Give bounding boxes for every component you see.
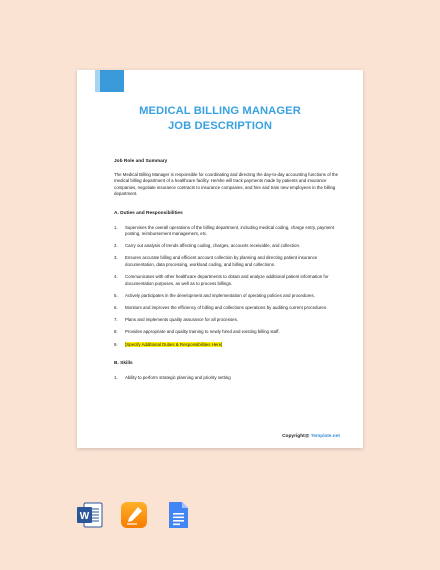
pages-icon[interactable] [119, 500, 149, 535]
item-number: 3. [114, 255, 118, 261]
list-item [114, 375, 342, 382]
list-item [114, 342, 342, 349]
list-item [114, 274, 342, 287]
role-heading: Job Role and Summary [114, 159, 168, 164]
list-item [114, 305, 342, 312]
item-number: 1. [114, 224, 118, 230]
duty-9 [114, 342, 342, 349]
document-page [77, 70, 363, 448]
item-text: Plans and implements quality assurance for all processes. [125, 316, 238, 322]
google-docs-icon[interactable] [163, 500, 193, 535]
item-number: 8. [114, 329, 118, 334]
item-number: 1. [114, 374, 118, 380]
copyright-brand: Template.net [310, 434, 340, 439]
corner-accent [100, 70, 124, 92]
item-number: 9. [114, 341, 118, 347]
item-number: 2. [114, 243, 118, 249]
item-text: Ensures accurate billing and efficient account collection by planning and directing patient insurance documentation, data processing, workload coding, and billing and collections. [125, 255, 318, 267]
list-item [114, 329, 342, 336]
section-b-heading: B. Skills [114, 361, 133, 367]
skills-list [114, 375, 342, 382]
duties-list [114, 225, 342, 336]
document-content [114, 159, 342, 381]
list-item [114, 317, 342, 324]
copyright [282, 434, 340, 439]
title-line-2: JOB DESCRIPTION [167, 120, 273, 132]
item-text: Actively participates in the development and implementation of operating policies and procedures. [125, 292, 315, 298]
item-text: Supervises the overall operations of the billing department, including medical coding, charge entry, payment posting, reimbursement management, etc. [125, 224, 335, 237]
copyright-prefix: Copyright@ [282, 434, 311, 439]
title-line-1: MEDICAL BILLING MANAGER [139, 105, 301, 117]
item-text: Monitors and improves the efficiency of billing and collections operations by auditing current procedures. [125, 304, 328, 310]
list-item [114, 255, 342, 268]
list-item [114, 243, 342, 250]
svg-text:W: W [79, 511, 90, 522]
summary-paragraph: The Medical Billing Manager is responsible for coordinating and directing the day-to-day accounting functions of the medical billing department of a healthcare facility. He/she will track payments made by patients and insurance companies, negotiate insurance contracts to insurance companies, and hire and train new employees in the billing department. [114, 171, 339, 197]
list-item [114, 225, 342, 238]
item-text: Ability to perform strategic planning and priority setting [125, 374, 231, 380]
item-number: 6. [114, 304, 118, 310]
item-number: 4. [114, 274, 118, 280]
section-a-heading: A. Duties and Responsibilities [114, 210, 183, 216]
list-item [114, 293, 342, 300]
word-icon[interactable] [75, 500, 105, 535]
item-text: Carry out analysis of trends affecting coding, charges, accounts receivable, and collection. [125, 243, 301, 249]
item-number: 5. [114, 292, 118, 298]
document-title [77, 104, 363, 134]
item-text: Provides appropriate and quality training to newly hired and existing billing staff. [125, 329, 280, 334]
item-number: 7. [114, 316, 118, 322]
item-text: Communicates with other healthcare departments to obtain and analyze additional patient information for documentation purposes, as well as to process billings. [125, 274, 329, 286]
placeholder-highlight: [Specify Additional Duties & Responsibilities Here] [125, 341, 223, 347]
